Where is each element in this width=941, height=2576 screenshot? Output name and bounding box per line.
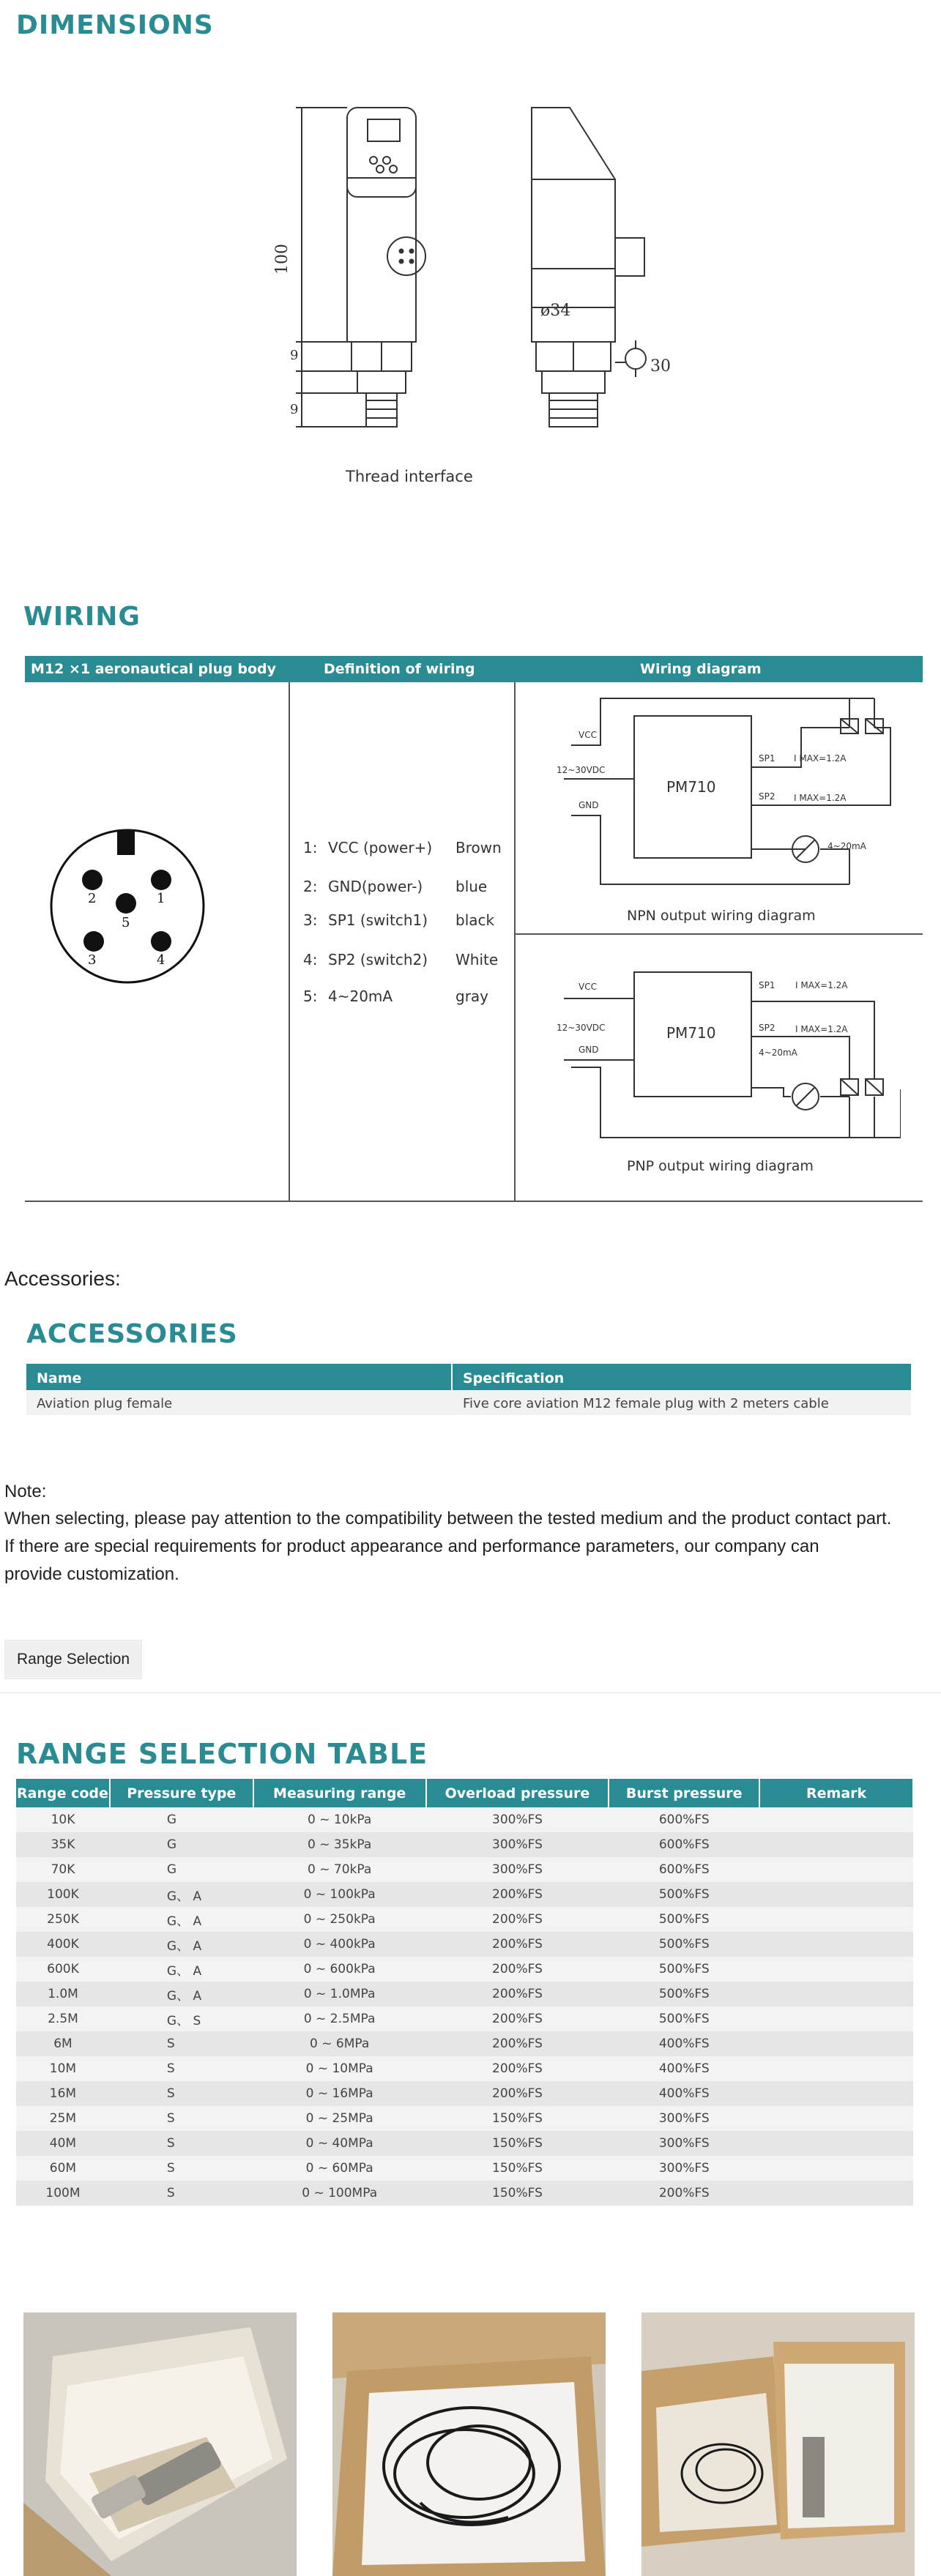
svg-text:4~20mA: 4~20mA [827, 841, 866, 851]
table-row [16, 1882, 913, 1907]
range-cell: 2.5M [16, 2006, 110, 2031]
dim-thread-label-1: 9 [290, 348, 299, 363]
svg-text:12~30VDC: 12~30VDC [557, 1023, 606, 1033]
note-line-1: When selecting, please pay attention to the compatibility between the tested medium and the product contact part. [4, 1509, 892, 1528]
range-cell [759, 1907, 913, 1932]
pin-label-1: 1 [157, 891, 165, 906]
accessories-table-header [26, 1364, 911, 1390]
range-cell: 300%FS [426, 1832, 609, 1857]
range-cell [759, 2056, 913, 2081]
range-cell: 0 ~ 10MPa [253, 2056, 426, 2081]
wiring-title: WIRING [23, 602, 141, 632]
range-cell: 200%FS [426, 1907, 609, 1932]
range-cell [759, 1832, 913, 1857]
range-cell: 400%FS [609, 2056, 759, 2081]
product-photo-1 [23, 2312, 297, 2576]
range-cell [759, 1932, 913, 1957]
range-cell: 300%FS [609, 2106, 759, 2131]
range-cell: 0 ~ 60MPa [253, 2156, 426, 2181]
range-cell: G、 A [110, 1882, 253, 1907]
range-table-header [16, 1779, 913, 1807]
pnp-caption: PNP output wiring diagram [627, 1158, 814, 1174]
dimensions-title: DIMENSIONS [16, 10, 214, 40]
wiring-table-bottom [25, 1201, 923, 1202]
pin-1 [151, 870, 171, 890]
range-cell: 6M [16, 2031, 110, 2056]
range-cell: 600%FS [609, 1857, 759, 1882]
range-cell: 100K [16, 1882, 110, 1907]
range-cell: 40M [16, 2131, 110, 2156]
range-cell [759, 2081, 913, 2106]
table-row [26, 1390, 911, 1415]
pin-label-3: 3 [88, 952, 97, 968]
svg-text:4~20mA: 4~20mA [759, 1048, 797, 1058]
range-cell: G [110, 1857, 253, 1882]
svg-text:VCC: VCC [579, 982, 597, 992]
range-cell: 200%FS [426, 1957, 609, 1982]
range-cell: S [110, 2131, 253, 2156]
wiring-header-plug: M12 ×1 aeronautical plug body [31, 661, 277, 677]
npn-caption: NPN output wiring diagram [627, 908, 816, 924]
pnp-wiring-diagram [557, 957, 901, 1155]
range-cell: 300%FS [426, 1857, 609, 1882]
thread-interface-caption: Thread interface [346, 468, 473, 485]
range-cell: 400K [16, 1932, 110, 1957]
pin-label-5: 5 [122, 915, 130, 930]
wiring-diagram-separator [514, 933, 923, 935]
svg-text:PM710: PM710 [666, 778, 716, 796]
dim-thread-label-2: 9 [290, 402, 299, 417]
svg-text:GND: GND [579, 1045, 599, 1055]
table-row [16, 2056, 913, 2081]
range-cell [759, 2181, 913, 2206]
note-line-3: provide customization. [4, 1564, 179, 1584]
range-cell: 0 ~ 6MPa [253, 2031, 426, 2056]
dim-width-label: ø34 [540, 302, 571, 320]
svg-text:SP2: SP2 [759, 791, 776, 802]
npn-wiring-diagram [557, 694, 901, 906]
note-line-2: If there are special requirements for product appearance and performance parameters, our company can [4, 1537, 819, 1556]
table-row [16, 1907, 913, 1932]
range-cell: 35K [16, 1832, 110, 1857]
wiring-header-diagram: Wiring diagram [640, 661, 762, 677]
wiring-divider-2 [514, 682, 516, 1202]
range-cell: 500%FS [609, 1982, 759, 2006]
range-cell: G、 A [110, 1957, 253, 1982]
range-cell: G、 A [110, 1932, 253, 1957]
range-cell: S [110, 2056, 253, 2081]
range-cell: 0 ~ 16MPa [253, 2081, 426, 2106]
table-row [16, 2156, 913, 2181]
pin-label-2: 2 [88, 891, 97, 906]
range-cell: 200%FS [426, 2006, 609, 2031]
range-cell: 300%FS [609, 2156, 759, 2181]
range-cell [759, 2106, 913, 2131]
wiring-divider-1 [289, 682, 290, 1202]
svg-text:GND: GND [579, 800, 599, 810]
table-row [16, 2181, 913, 2206]
product-photo-3 [641, 2312, 915, 2576]
range-cell: G、 S [110, 2006, 253, 2031]
range-cell: 500%FS [609, 1907, 759, 1932]
range-cell: 0 ~ 35kPa [253, 1832, 426, 1857]
accessories-title: ACCESSORIES [26, 1319, 238, 1349]
range-cell [759, 1957, 913, 1982]
pin-2 [82, 870, 103, 890]
range-cell: 0 ~ 100MPa [253, 2181, 426, 2206]
accessories-header-name: Name [37, 1370, 82, 1386]
accessories-table [26, 1364, 911, 1415]
range-cell: 0 ~ 1.0MPa [253, 1982, 426, 2006]
accessory-spec: Five core aviation M12 female plug with 2 meters cable [463, 1396, 829, 1411]
range-cell: G [110, 1807, 253, 1832]
pin-5 [116, 893, 136, 914]
range-cell: 200%FS [426, 2031, 609, 2056]
table-row [16, 2006, 913, 2031]
svg-text:SP1: SP1 [759, 980, 776, 990]
range-cell: 250K [16, 1907, 110, 1932]
range-cell: 400%FS [609, 2081, 759, 2106]
range-header-burst: Burst pressure [609, 1779, 759, 1807]
wiring-table-header [25, 656, 923, 682]
range-cell: 300%FS [426, 1807, 609, 1832]
m12-plug-diagram [48, 824, 209, 985]
range-cell: S [110, 2081, 253, 2106]
table-row [16, 2131, 913, 2156]
range-cell: 16M [16, 2081, 110, 2106]
svg-text:PM710: PM710 [666, 1024, 716, 1042]
range-cell: 200%FS [426, 2056, 609, 2081]
svg-text:I MAX=1.2A: I MAX=1.2A [794, 793, 847, 803]
range-cell: 500%FS [609, 1957, 759, 1982]
range-selection-button[interactable] [4, 1640, 142, 1679]
range-header-overload: Overload pressure [426, 1779, 609, 1807]
range-section-divider [0, 1692, 941, 1693]
accessories-header-spec: Specification [463, 1370, 565, 1386]
range-cell [759, 2131, 913, 2156]
range-cell: S [110, 2031, 253, 2056]
range-cell: 600%FS [609, 1807, 759, 1832]
range-table-title: RANGE SELECTION TABLE [16, 1738, 428, 1770]
range-selection-label: Range Selection [17, 1651, 130, 1668]
accessories-label: Accessories: [4, 1267, 121, 1290]
pin-4 [151, 931, 171, 952]
range-cell: 100M [16, 2181, 110, 2206]
table-row [16, 1857, 913, 1882]
range-cell: 500%FS [609, 1882, 759, 1907]
range-cell: G、 A [110, 1982, 253, 2006]
range-cell: 200%FS [426, 2081, 609, 2106]
range-cell: 200%FS [426, 1932, 609, 1957]
range-cell [759, 2156, 913, 2181]
range-cell: 400%FS [609, 2031, 759, 2056]
range-header-code: Range code [16, 1779, 110, 1807]
accessory-name: Aviation plug female [37, 1396, 173, 1411]
range-cell: 0 ~ 2.5MPa [253, 2006, 426, 2031]
range-cell: 0 ~ 400kPa [253, 1932, 426, 1957]
range-cell: 500%FS [609, 2006, 759, 2031]
range-cell: S [110, 2106, 253, 2131]
svg-text:I MAX=1.2A: I MAX=1.2A [795, 980, 848, 990]
table-row [16, 1832, 913, 1857]
range-cell: 150%FS [426, 2106, 609, 2131]
range-header-type: Pressure type [110, 1779, 253, 1807]
svg-text:12~30VDC: 12~30VDC [557, 765, 606, 775]
range-cell: 1.0M [16, 1982, 110, 2006]
svg-text:I MAX=1.2A: I MAX=1.2A [795, 1024, 848, 1034]
svg-text:SP1: SP1 [759, 753, 776, 764]
range-cell: 0 ~ 250kPa [253, 1907, 426, 1932]
dim-height-label: 100 [273, 244, 291, 275]
range-cell: 60M [16, 2156, 110, 2181]
range-cell: 150%FS [426, 2181, 609, 2206]
range-cell: 200%FS [609, 2181, 759, 2206]
range-cell: 500%FS [609, 1932, 759, 1957]
range-cell: 0 ~ 600kPa [253, 1957, 426, 1982]
range-cell: 600K [16, 1957, 110, 1982]
range-cell: S [110, 2156, 253, 2181]
wiring-header-definition: Definition of wiring [324, 661, 475, 677]
dim-side-label: 30 [650, 357, 671, 376]
table-row [16, 2106, 913, 2131]
range-selection-table [16, 1779, 914, 2206]
range-cell: G、 A [110, 1907, 253, 1932]
range-cell: 150%FS [426, 2156, 609, 2181]
range-cell: 25M [16, 2106, 110, 2131]
range-cell: 0 ~ 40MPa [253, 2131, 426, 2156]
range-cell: 0 ~ 10kPa [253, 1807, 426, 1832]
product-photo-2 [332, 2312, 606, 2576]
pin-label-4: 4 [157, 952, 165, 968]
range-cell: 70K [16, 1857, 110, 1882]
svg-text:VCC: VCC [579, 730, 597, 740]
range-cell: 0 ~ 70kPa [253, 1857, 426, 1882]
range-cell [759, 1857, 913, 1882]
table-row [16, 1807, 913, 1832]
range-header-measuring: Measuring range [253, 1779, 426, 1807]
range-cell [759, 1882, 913, 1907]
note-label: Note: [4, 1482, 47, 1501]
table-row [16, 2031, 913, 2056]
table-row [16, 2081, 913, 2106]
table-row [16, 1932, 913, 1957]
range-cell: 0 ~ 25MPa [253, 2106, 426, 2131]
range-cell [759, 2006, 913, 2031]
svg-text:I MAX=1.2A: I MAX=1.2A [794, 753, 847, 764]
svg-text:SP2: SP2 [759, 1023, 776, 1033]
range-cell: 10M [16, 2056, 110, 2081]
range-cell [759, 1982, 913, 2006]
range-cell: 10K [16, 1807, 110, 1832]
range-cell: 300%FS [609, 2131, 759, 2156]
range-header-remark: Remark [759, 1779, 913, 1807]
pin-3 [83, 931, 104, 952]
range-cell: 150%FS [426, 2131, 609, 2156]
range-cell: G [110, 1832, 253, 1857]
range-cell [759, 2031, 913, 2056]
range-cell: S [110, 2181, 253, 2206]
range-cell: 600%FS [609, 1832, 759, 1857]
range-cell: 0 ~ 100kPa [253, 1882, 426, 1907]
range-cell: 200%FS [426, 1882, 609, 1907]
table-row [16, 1982, 913, 2006]
range-cell [759, 1807, 913, 1832]
table-row [16, 1957, 913, 1982]
range-cell: 200%FS [426, 1982, 609, 2006]
dimensions-drawing [271, 99, 740, 494]
